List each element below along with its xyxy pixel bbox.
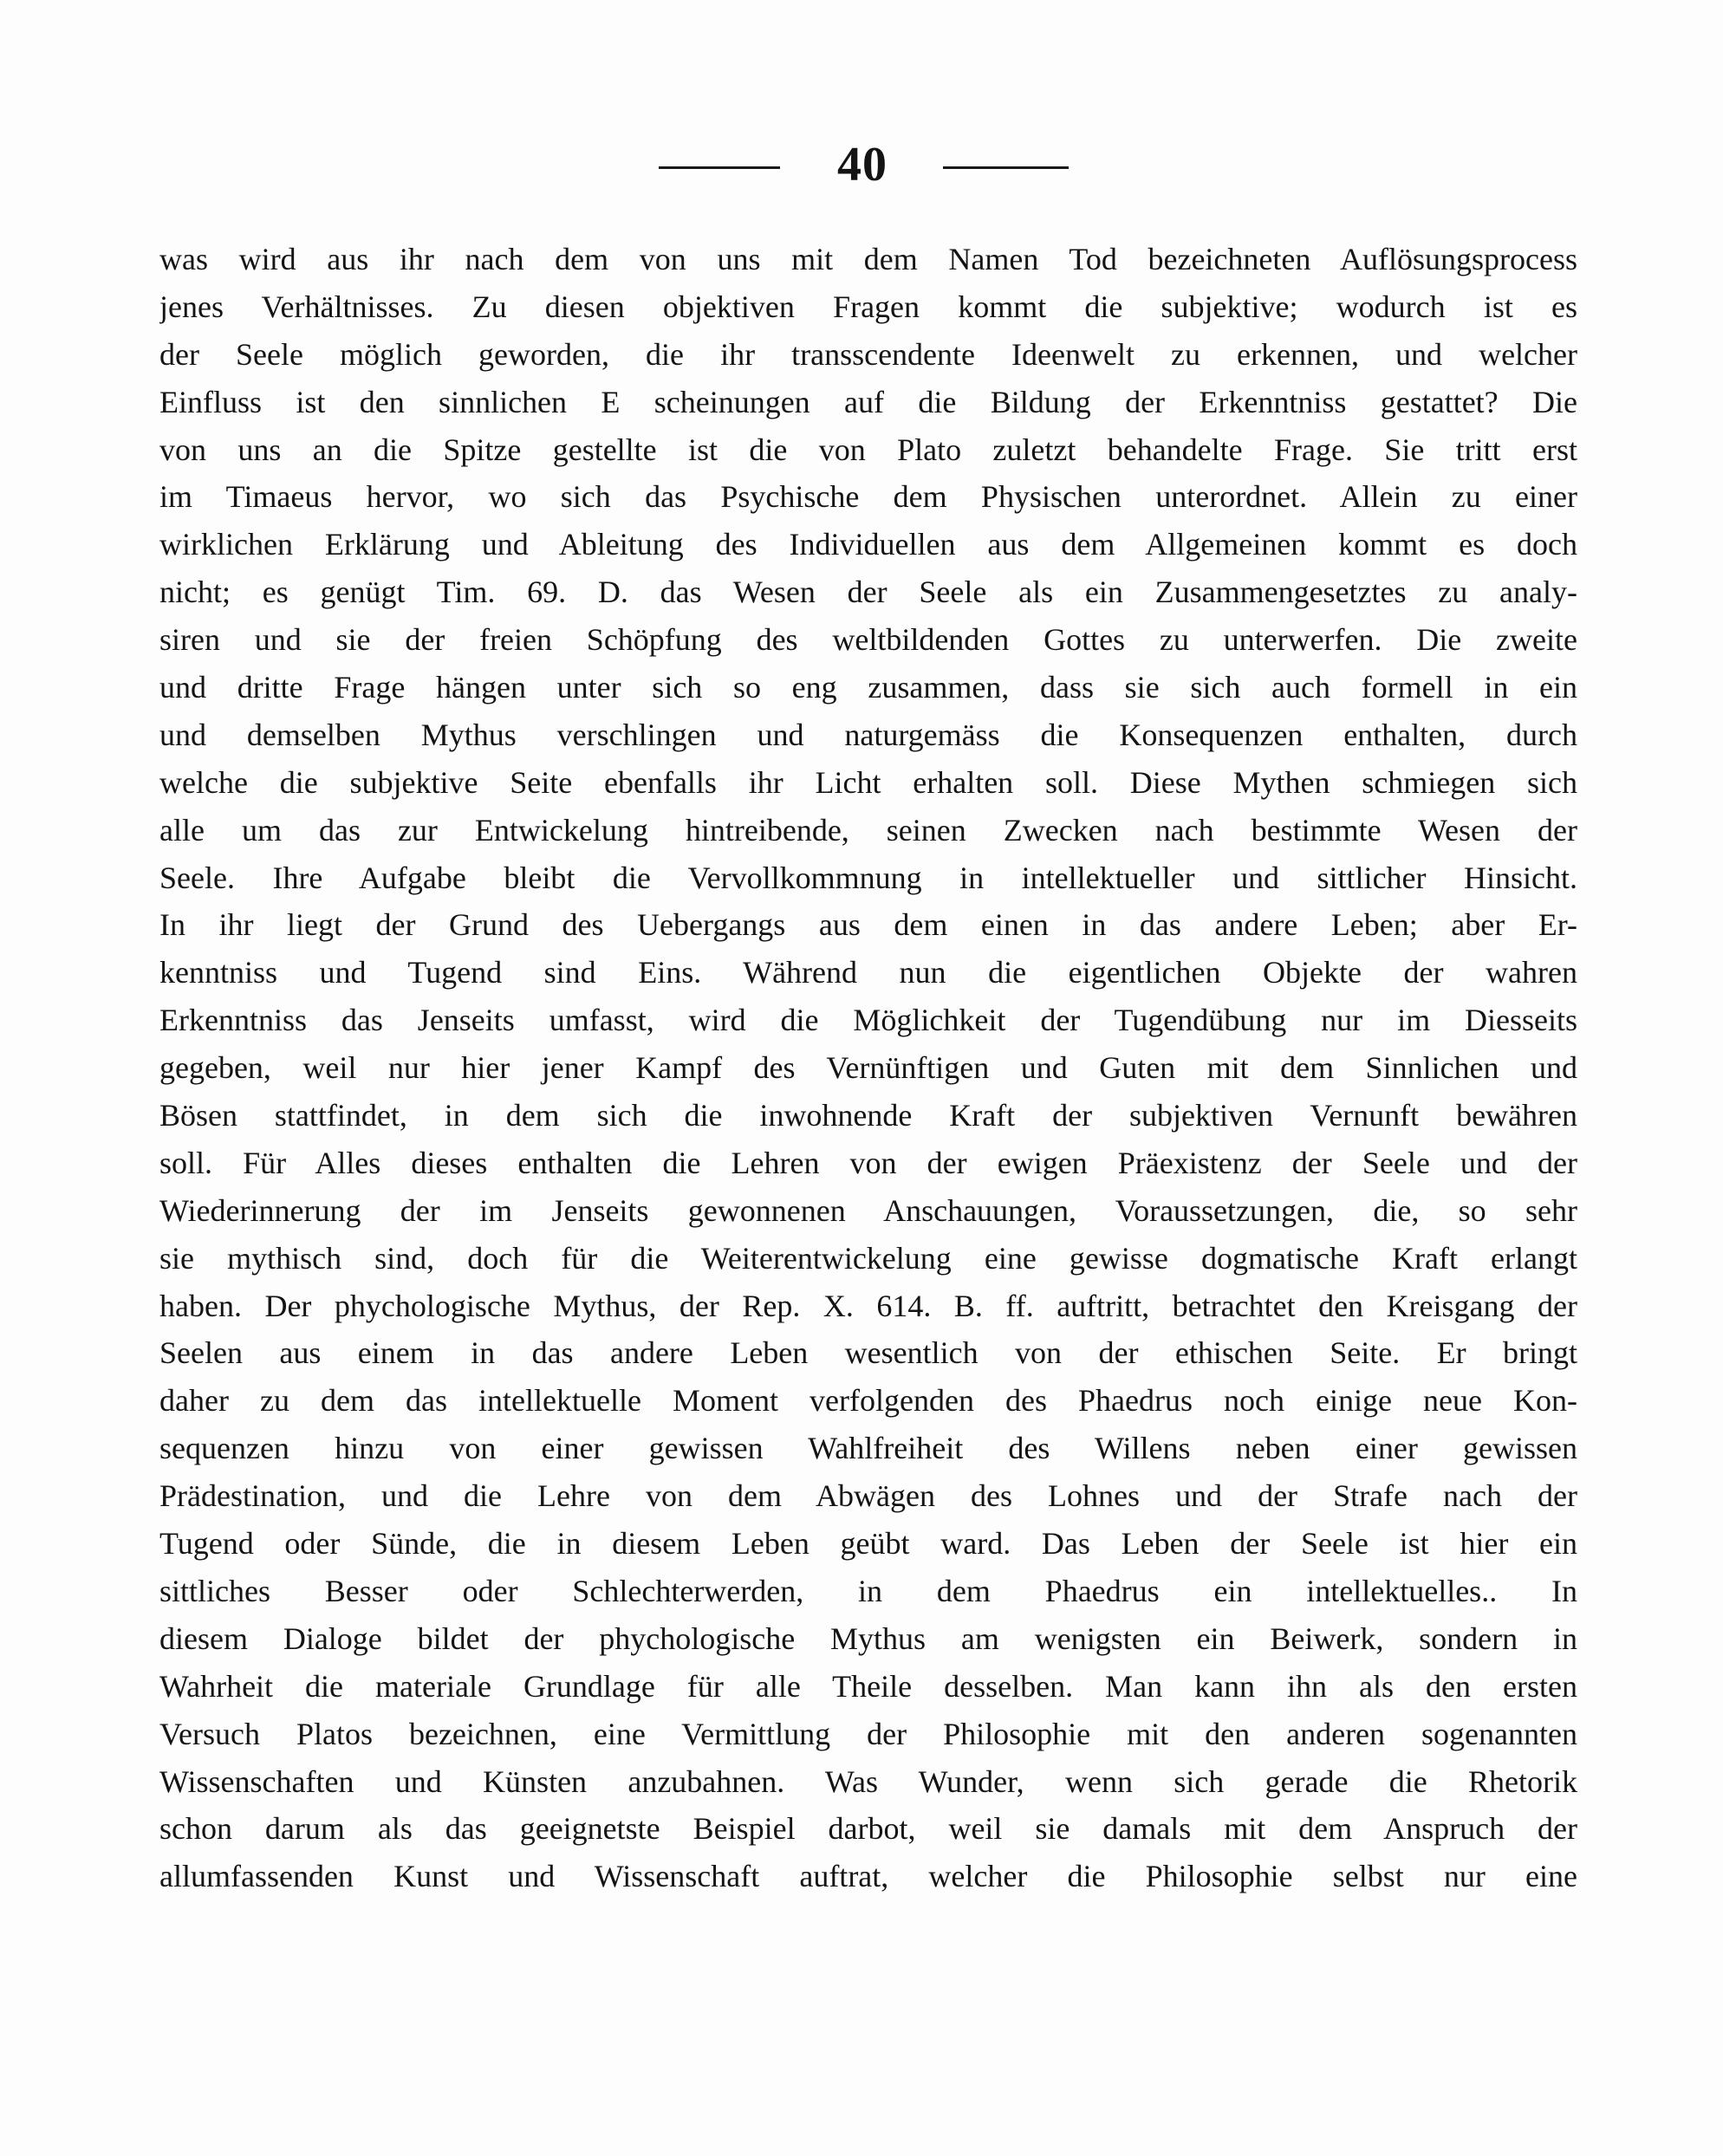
text-line: siren und sie der freien Schöpfung des weltbildenden Gottes zu unterwerfen. Die zweite	[159, 622, 1577, 658]
text-line: was wird aus ihr nach dem von uns mit dem Namen Tod bezeichneten Auflösungsprocess	[159, 242, 1577, 276]
text-line: Tugend oder Sünde, die in diesem Leben geübt ward. Das Leben der Seele ist hier ein	[159, 1526, 1577, 1562]
text-line: Einfluss ist den sinnlichen E scheinungen auf die Bildung der Erkenntniss gestattet? Die	[159, 384, 1577, 419]
text-line: Prädestination, und die Lehre von dem Abwägen des Lohnes und der Strafe nach der	[159, 1478, 1577, 1514]
text-line: im Timaeus hervor, wo sich das Psychische dem Physischen unterordnet. Allein zu einer	[159, 479, 1577, 515]
text-line: sie mythisch sind, doch für die Weiterentwickelung eine gewisse dogmatische Kraft erlangt	[159, 1240, 1577, 1276]
header-rule-left	[659, 166, 780, 169]
text-line: diesem Dialoge bildet der phychologische Mythus am wenigsten ein Beiwerk, sondern in	[159, 1620, 1577, 1656]
text-line: soll. Für Alles dieses enthalten die Lehren von der ewigen Präexistenz der Seele und der	[159, 1145, 1577, 1180]
body-text	[159, 236, 1577, 1900]
text-line: gegeben, weil nur hier jener Kampf des Vernünftigen und Guten mit dem Sinnlichen und	[159, 1050, 1577, 1086]
text-line: nicht; es genügt Tim. 69. D. das Wesen der Seele als ein Zusammengesetztes zu analy-	[159, 575, 1577, 610]
text-line: kenntniss und Tugend sind Eins. Während nun die eigentlichen Objekte der wahren	[159, 955, 1577, 990]
text-line: wirklichen Erklärung und Ableitung des Individuellen aus dem Allgemeinen kommt es doch	[159, 527, 1577, 562]
text-line: Erkenntniss das Jenseits umfasst, wird die Möglichkeit der Tugendübung nur im Diesseits	[159, 1003, 1577, 1038]
text-line: und demselben Mythus verschlingen und naturgemäss die Konsequenzen enthalten, durch	[159, 717, 1577, 752]
text-line: allumfassenden Kunst und Wissenschaft auftrat, welcher die Philosophie selbst nur eine	[159, 1859, 1577, 1894]
text-line: sequenzen hinzu von einer gewissen Wahlfreiheit des Willens neben einer gewissen	[159, 1431, 1577, 1466]
text-line: alle um das zur Entwickelung hintreibende, seinen Zwecken nach bestimmte Wesen der	[159, 812, 1577, 847]
text-line: daher zu dem das intellektuelle Moment verfolgenden des Phaedrus noch einige neue Kon-	[159, 1383, 1577, 1419]
text-line: schon darum als das geeignetste Beispiel darbot, weil sie damals mit dem Anspruch der	[159, 1811, 1577, 1847]
text-line: jenes Verhältnisses. Zu diesen objektiven Fragen kommt die subjektive; wodurch ist es	[159, 289, 1577, 324]
text-line: Bösen stattfindet, in dem sich die inwohnende Kraft der subjektiven Vernunft bewähren	[159, 1098, 1577, 1133]
page-number: 40	[837, 138, 888, 192]
page-header	[0, 130, 1723, 199]
text-line: Wissenschaften und Künsten anzubahnen. Was Wunder, wenn sich gerade die Rhetorik	[159, 1763, 1577, 1799]
text-line: von uns an die Spitze gestellte ist die von Plato zuletzt behandelte Frage. Sie tritt erst	[159, 432, 1577, 467]
text-line: haben. Der phychologische Mythus, der Rep. X. 614. B. ff. auftritt, betrachtet den Kreisgang der	[159, 1288, 1577, 1323]
text-line: sittliches Besser oder Schlechterwerden, in dem Phaedrus ein intellektuelles.. In	[159, 1573, 1577, 1608]
text-line: und dritte Frage hängen unter sich so eng zusammen, dass sie sich auch formell in ein	[159, 670, 1577, 705]
header-rule-right	[943, 166, 1069, 169]
text-line: Versuch Platos bezeichnen, eine Vermittlung der Philosophie mit den anderen sogenannten	[159, 1716, 1577, 1751]
text-line: der Seele möglich geworden, die ihr transscendente Ideenwelt zu erkennen, und welcher	[159, 336, 1577, 372]
text-line: In ihr liegt der Grund des Uebergangs aus dem einen in das andere Leben; aber Er-	[159, 907, 1577, 943]
text-line: Seele. Ihre Aufgabe bleibt die Vervollkommnung in intellektueller und sittlicher Hinsicht.	[159, 860, 1577, 895]
text-line: Seelen aus einem in das andere Leben wesentlich von der ethischen Seite. Er bringt	[159, 1335, 1577, 1371]
text-line: Wiederinnerung der im Jenseits gewonnenen Anschauungen, Voraussetzungen, die, so sehr	[159, 1192, 1577, 1228]
text-line: welche die subjektive Seite ebenfalls ihr Licht erhalten soll. Diese Mythen schmiegen sich	[159, 764, 1577, 800]
text-line: Wahrheit die materiale Grundlage für alle Theile desselben. Man kann ihn als den ersten	[159, 1668, 1577, 1704]
